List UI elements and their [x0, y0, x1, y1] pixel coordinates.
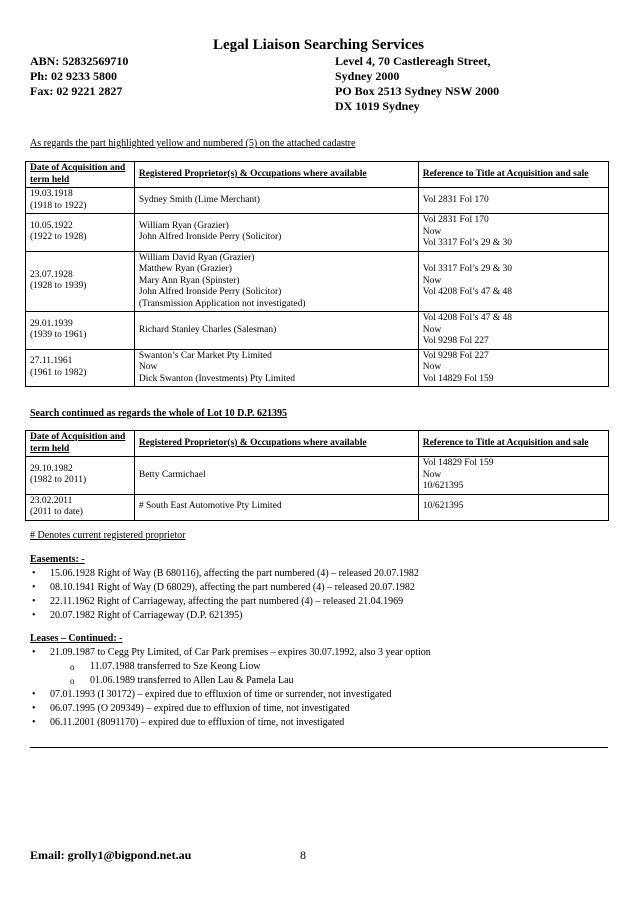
cell-line: # South East Automotive Pty Limited	[138, 501, 282, 512]
cell-line: Vol 14829 Fol 159	[422, 373, 494, 384]
cell-date	[26, 349, 135, 387]
table-row	[26, 188, 609, 214]
leases-section	[30, 632, 610, 730]
cell-line: Now	[422, 275, 442, 286]
cell-line: William David Ryan (Grazier)	[138, 252, 255, 263]
sub-list-item: o 11.07.1988 transferred to Sze Keong Liow	[30, 660, 610, 674]
cell-proprietor	[134, 457, 418, 495]
footer-email: Email: grolly1@bigpond.net.au	[30, 848, 192, 862]
phone: Ph: 02 9233 5800	[30, 69, 117, 83]
cell-proprietor	[134, 494, 418, 520]
cell-reference	[418, 457, 608, 495]
cell-date	[26, 457, 135, 495]
cell-line: William Ryan (Grazier)	[138, 220, 229, 231]
cell-line: John Alfred Ironside Perry (Solicitor)	[138, 287, 282, 297]
table-row	[26, 312, 609, 350]
fax: Fax: 02 9221 2827	[30, 84, 123, 98]
cell-line: Mary Ann Ryan (Spinster)	[138, 275, 240, 286]
list-item: • 06.11.2001 (8091170) – expired due to effluxion of time, not investigated	[30, 716, 610, 730]
cell-line: Sydney Smith (Lime Merchant)	[138, 194, 260, 205]
header-contact	[30, 54, 128, 99]
cell-line: (1922 to 1928)	[30, 232, 87, 243]
list-item: • 07.01.1993 (I 30172) – expired due to effluxion of time or surrender, not investigated	[30, 688, 610, 702]
column-header-reference: Reference to Title at Acquisition and sale	[418, 431, 608, 457]
cell-line: (1928 to 1939)	[30, 281, 87, 292]
column-header-reference: Reference to Title at Acquisition and sale	[418, 162, 608, 188]
column-header-date: Date of Acquisition and term held	[26, 162, 135, 188]
cell-line: 10/621395	[422, 481, 464, 491]
cell-line: Vol 3317 Fol’s 29 & 30	[422, 264, 513, 274]
cell-line: Vol 14829 Fol 159	[422, 458, 494, 468]
cell-proprietor	[134, 312, 418, 350]
table-row	[26, 251, 609, 312]
cell-line: 27.11.1961	[30, 356, 73, 367]
cell-line: Vol 2831 Fol 170	[422, 215, 489, 225]
cell-reference	[418, 214, 608, 252]
cell-line: (1918 to 1922)	[30, 200, 87, 211]
cell-line: (Transmission Application not investigated)	[138, 298, 306, 309]
cell-reference	[418, 349, 608, 387]
title-history-table-2	[25, 430, 609, 521]
cell-line: John Alfred Ironside Perry (Solicitor)	[138, 232, 282, 243]
list-item: • 15.06.1928 Right of Way (B 680116), affecting the part numbered (4) – released 20.07.1982	[30, 567, 610, 581]
cell-line: (1982 to 2011)	[30, 475, 87, 486]
cell-line: 19.03.1918	[30, 189, 73, 199]
current-proprietor-note: # Denotes current registered proprietor	[30, 530, 186, 541]
easements-heading: Easements: -	[30, 554, 85, 565]
cell-line: Vol 9298 Fol 227	[422, 336, 489, 346]
address-line: DX 1019 Sydney	[335, 99, 420, 113]
cell-reference	[418, 251, 608, 312]
cell-line: Now	[422, 469, 442, 480]
leases-heading: Leases – Continued: -	[30, 633, 123, 644]
cell-line: (2011 to date)	[30, 507, 83, 517]
cell-line: Vol 4208 Fol’s 47 & 48	[422, 313, 513, 323]
cell-line: 10.05.1922	[30, 220, 73, 231]
cell-proprietor	[134, 214, 418, 252]
header-address	[335, 54, 499, 114]
cell-date	[26, 312, 135, 350]
cell-date	[26, 251, 135, 312]
cell-line: Now	[422, 226, 442, 237]
list-item: • 06.07.1995 (O 209349) – expired due to effluxion of time, not investigated	[30, 702, 610, 716]
cell-line: 10/621395	[422, 501, 464, 512]
table-row	[26, 494, 609, 520]
sub-list-item: o 01.06.1989 transferred to Allen Lau & Pamela Lau	[30, 674, 610, 688]
cell-line: Matthew Ryan (Grazier)	[138, 264, 232, 274]
list-item: • 21.09.1987 to Cegg Pty Limited, of Car Park premises – expires 30.07.1992, also 3 year option	[30, 646, 610, 660]
easements-section	[30, 553, 610, 623]
cell-line: Vol 4208 Fol’s 47 & 48	[422, 287, 513, 297]
cell-line: Richard Stanley Charles (Salesman)	[138, 324, 277, 335]
column-header-date: Date of Acquisition and term held	[26, 431, 135, 457]
column-header-proprietor: Registered Proprietor(s) & Occupations where available	[134, 431, 418, 457]
cell-date	[26, 494, 135, 520]
cell-line: Now	[138, 362, 158, 372]
cell-proprietor	[134, 251, 418, 312]
address-line: Level 4, 70 Castlereagh Street,	[335, 54, 491, 68]
cell-line: Dick Swanton (Investments) Pty Limited	[138, 373, 296, 384]
table-header-row	[26, 162, 609, 188]
table-row	[26, 214, 609, 252]
cell-line: Vol 2831 Fol 170	[422, 194, 489, 205]
list-item: • 22.11.1962 Right of Carriageway, affecting the part numbered (4) – released 21.04.1969	[30, 595, 610, 609]
list-item: • 08.10.1941 Right of Way (D 68029), affecting the part numbered (4) – released 20.07.1982	[30, 581, 610, 595]
document-title: Legal Liaison Searching Services	[213, 37, 424, 53]
footer-divider	[30, 747, 608, 748]
cell-line: (1939 to 1961)	[30, 330, 87, 341]
column-header-proprietor: Registered Proprietor(s) & Occupations where available	[134, 162, 418, 188]
cell-line: Now	[422, 362, 442, 372]
cell-reference	[418, 188, 608, 214]
cell-line: Vol 9298 Fol 227	[422, 350, 489, 361]
address-line: Sydney 2000	[335, 69, 400, 83]
cell-line: Vol 3317 Fol’s 29 & 30	[422, 238, 513, 248]
cell-line: 29.10.1982	[30, 463, 73, 474]
title-history-table-1	[25, 161, 609, 387]
abn: ABN: 52832569710	[30, 54, 129, 68]
page-number: 8	[300, 848, 306, 862]
table-header-row	[26, 431, 609, 457]
cell-date	[26, 214, 135, 252]
cell-line: Swanton’s Car Market Pty Limited	[138, 350, 272, 361]
cell-proprietor	[134, 188, 418, 214]
table-row	[26, 457, 609, 495]
cell-line: 23.07.1928	[30, 269, 73, 280]
cell-date	[26, 188, 135, 214]
cell-reference	[418, 494, 608, 520]
address-line: PO Box 2513 Sydney NSW 2000	[335, 84, 500, 98]
intro-text: As regards the part highlighted yellow and numbered (5) on the attached cadastre	[30, 138, 356, 149]
cell-line: (1961 to 1982)	[30, 367, 87, 378]
section-heading-lot10: Search continued as regards the whole of Lot 10 D.P. 621395	[30, 408, 288, 419]
table-row	[26, 349, 609, 387]
list-item: • 20.07.1982 Right of Carriageway (D.P. 621395)	[30, 609, 610, 623]
cell-proprietor	[134, 349, 418, 387]
cell-reference	[418, 312, 608, 350]
cell-line: 23.02.2011	[30, 495, 73, 506]
cell-line: Now	[422, 324, 442, 335]
cell-line: Betty Carmichael	[138, 469, 206, 480]
cell-line: 29.01.1939	[30, 318, 73, 329]
